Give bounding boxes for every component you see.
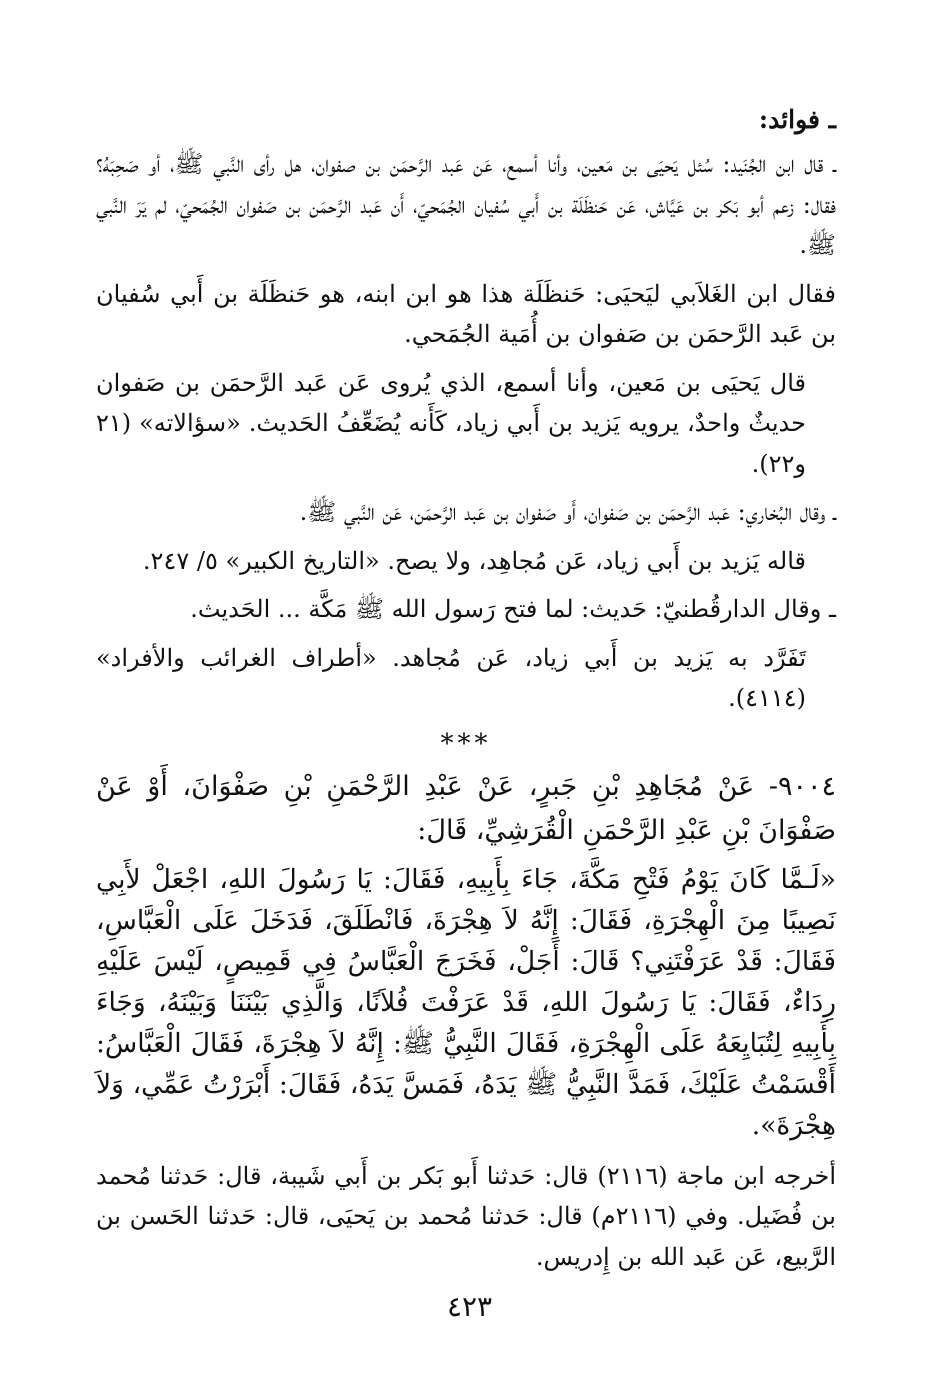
note-paragraph: قاله يَزيد بن أَبي زياد، عَن مُجاهِد، ولا يصح. «التاريخ الكبير» ٥/ ٢٤٧. (142, 546, 806, 575)
page-content (96, 100, 836, 1285)
note-paragraph: قال يَحيَى بن مَعين، وأنا أسمع، الذي يُروى عَن عَبد الرَّحمَن بن صَفوان حديثٌ واحدٌ، يرويه يَزيد بن أَبي زياد، كَأَنه يُضَعِّفُ الحَديث. «سؤالاته» (٢١ و٢٢). (96, 368, 806, 478)
hadith-heading: ٩٠٠٤- عَنْ مُجَاهِدِ بْنِ جَبرٍ، عَنْ عَبْدِ الرَّحْمَنِ بْنِ صَفْوَانَ، أَوْ عَنْ صَفْوَانَ بْنِ عَبْدِ الرَّحْمَنِ الْقُرَشِيِّ، قَالَ: (96, 770, 836, 846)
note-paragraph: ـ قال ابن الجُنَيد: سُئل يَحيَى بن مَعين، وأنا أسمع، عَن عَبد الرَّحمَن بن صفوان، هل رأى النَّبي ﷺ، أو صَحِبَهُ؟ فقال: زعم أبو بَكر بن عَيَّاش، عَن حَنظَلَة بن أَبي سُفيان الجُمَحيّ، أَن عَبد الرَّحمَن بن صَفوان الجُمَحيّ، لم يَرَ النَّبي ﷺ. (96, 150, 837, 259)
section-separator: *** (440, 728, 492, 759)
page-number: ٤٢٣ (446, 1290, 493, 1323)
note-paragraph: ـ وقال الدارقُطنيّ: حَديث: لما فتح رَسول الله ﷺ مَكَّة ... الحَديث. (190, 595, 836, 623)
hadith-text: «لَـمَّا كَانَ يَوْمُ فَتْحِ مَكَّةَ، جَاءَ بِأَبِيهِ، فَقَالَ: يَا رَسُولَ اللهِ، اجْعَلْ لأَبِي نَصِيبًا مِنَ الْهِجْرَةِ، فَقَالَ: إِنَّهُ لاَ هِجْرَةَ، فَانْطَلَقَ، فَدَخَلَ عَلَى الْعَبَّاسِ، فَقَالَ: قَدْ عَرَفْتَنِي؟ قَالَ: أَجَلْ، فَخَرَجَ الْعَبَّاسُ فِي قَمِيصٍ، لَيْسَ عَلَيْهِ رِدَاءٌ، فَقَالَ: يَا رَسُولَ اللهِ، قَدْ عَرَفْتَ فُلاَنًا، وَالَّذِي بَيْنَنَا وَبَيْنَهُ، وَجَاءَ بِأَبِيهِ لِتُبَايِعَهُ عَلَى الْهِجْرَةِ، فَقَالَ النَّبِيُّ ﷺ: إِنَّهُ لاَ هِجْرَةَ، فَقَالَ الْعَبَّاسُ: أَقْسَمْتُ عَلَيْكَ، فَمَدَّ النَّبِيُّ ﷺ يَدَهُ، فَمَسَّ يَدَهُ، فَقَالَ: أَبْرَرْتُ عَمِّي، وَلاَ هِجْرَةَ». (96, 863, 836, 1141)
takhrij-paragraph: أخرجه ابن ماجة (٢١١٦) قال: حَدثنا أَبو بَكر بن أَبي شَيبة، قال: حَدثنا مُحمد بن فُضَيل. وفي (٢١١٦م) قال: حَدثنا مُحمد بن يَحيَى، قال: حَدثنا الحَسن بن الرَّبيع، عَن عَبد الله بن إِدريس. (96, 1161, 837, 1271)
note-paragraph: ـ وقال البُخاري: عَبد الرَّحمَن بن صَفوان، أَو صَفوان بن عَبد الرَّحمَن، عَن النَّبي ﷺ. (299, 498, 836, 526)
note-paragraph: تَفَرَّد به يَزيد بن أَبي زياد، عَن مُجاهد. «أطراف الغرائب والأفراد» (٤١١٤). (96, 643, 807, 712)
section-heading: ـ فوائد: (758, 105, 836, 134)
note-paragraph: فقال ابن الغَلاَبي ليَحيَى: حَنظَلَة هذا هو ابن ابنه، هو حَنظَلَة بن أَبي سُفيان بن عَبد الرَّحمَن بن صَفوان بن أُمَية الجُمَحي. (96, 279, 836, 348)
